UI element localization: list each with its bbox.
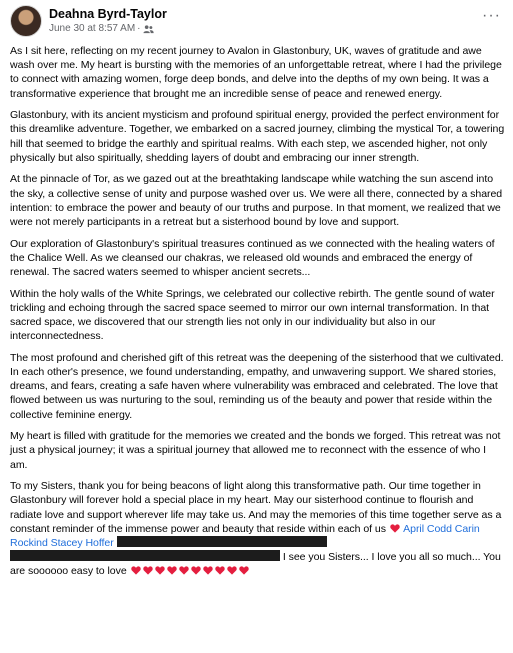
post-paragraph: Within the holy walls of the White Springs, we celebrated our collective rebirth. The gentle sound of water trickling and echoing through the sacred space seemed to mirror our own internal transformation. In that sacred space, we discovered that our strength lies not only in our individuality but also in our interconnectedness. xyxy=(10,287,495,343)
post-subline xyxy=(49,23,167,34)
post-paragraph: Our exploration of Glastonbury's spiritual treasures continued as we connected with the healing waters of the Chalice Well. As we cleansed our chakras, we released old wounds and embraced the energy of renewal. The sacred waters seemed to whisper ancient secrets... xyxy=(10,237,495,279)
red-heart-icon xyxy=(227,566,237,575)
closing-after-tags: I see you Sisters... I love you all so much... You are soooooo easy to love xyxy=(10,551,501,578)
red-heart-icon xyxy=(131,566,141,575)
post-header xyxy=(10,4,505,38)
red-heart-icon xyxy=(203,566,213,575)
tagged-friends[interactable]: April Codd Carin Rockind Stacey Hoffer xyxy=(10,522,480,550)
author-name[interactable]: Deahna Byrd-Taylor xyxy=(49,6,167,21)
post-timestamp[interactable]: June 30 at 8:57 AM xyxy=(49,23,136,35)
red-heart-icon xyxy=(191,566,201,575)
redacted-block xyxy=(117,536,327,547)
closing-text: To my Sisters, thank you for being beacons of light along this transformative path. Our time together in Glastonbury will forever hold a special place in my heart. May our sisterhood continue to flourish and radiate love and support wherever life may take us. And may the memories of this time together serve as a constant reminder of the immense power and beauty that reside within each of us xyxy=(10,480,502,535)
post-meta xyxy=(49,8,167,35)
red-heart-icon xyxy=(215,566,225,575)
more-options-icon[interactable]: ··· xyxy=(482,7,501,24)
redacted-block xyxy=(10,550,280,561)
post-body xyxy=(10,44,505,579)
avatar[interactable] xyxy=(10,5,42,37)
red-heart-icon xyxy=(155,566,165,575)
red-heart-icon xyxy=(143,566,153,575)
trailing-hearts xyxy=(130,565,250,577)
closing-paragraph xyxy=(10,479,505,578)
post-paragraph: My heart is filled with gratitude for the memories we created and the bonds we forged. This retreat was not just a physical journey; it was a spiritual journey that allowed me to reconnect with the essence of who I am. xyxy=(10,430,501,471)
red-heart-icon xyxy=(239,566,249,575)
red-heart-icon xyxy=(179,566,189,575)
red-heart-icon xyxy=(167,566,177,575)
friends-icon[interactable] xyxy=(143,24,154,34)
separator-dot: · xyxy=(137,23,141,35)
post-paragraph: Glastonbury, with its ancient mysticism and profound spiritual energy, provided the perfect environment for this dreamlike adventure. Together, we embarked on a sacred journey, climbing the mystical Tor, a towering hill that seemed to bridge the earthly and spiritual realms. With each step, we ascended higher, not only physically but also spiritually, shedding layers of doubt and embracing our inner strength. xyxy=(10,109,505,164)
post-paragraph: The most profound and cherished gift of this retreat was the deepening of the sisterhood that we cultivated. In each other's presence, we found understanding, empathy, and unwavering support. We shared stories, dreams, and fears, creating a safe haven where vulnerability was embraced and celebrated. The love that flowed between us was nurturing to the soul, reminding us of the beauty and power that reside within the collective feminine energy. xyxy=(10,351,504,421)
red-heart-icon xyxy=(390,524,400,533)
post-paragraph: At the pinnacle of Tor, as we gazed out at the breathtaking landscape while watching the sun ascend into the sky, a collective sense of unity and purpose washed over us. We were all there, connected by a shared intention: to embrace the power and beauty of our truths and purpose. In that moment, we realized that we were not merely participants in a retreat but a sisterhood bound by love and support. xyxy=(10,173,503,229)
post-paragraph: As I sit here, reflecting on my recent journey to Avalon in Glastonbury, UK, waves of gratitude and awe wash over me. My heart is bursting with the memories of an unforgettable retreat, where I had the privilege to connect with amazing women, forge deep bonds, and delve into the depths of my own being. It was a transformative experience that brought me an incredible sense of peace and renewed energy. xyxy=(10,45,502,100)
